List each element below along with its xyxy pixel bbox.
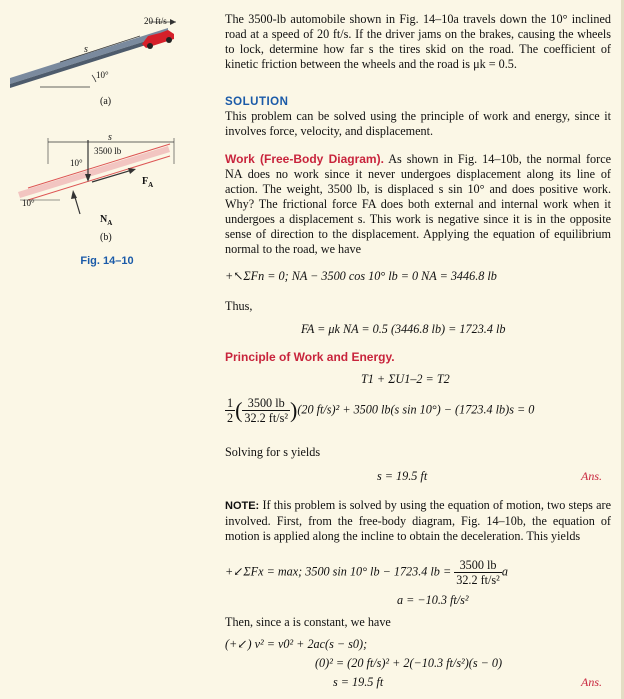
fbd-text: As shown in Fig. 14–10b, the normal force NA does no work since it never undergoes displacement along its line of action. The weight, 3500 lb, is displaced s sin 10° and does positive work. Why? The frictional force FA does both external and internal work when it undergoes a displacement s. This work is negative since it is in the opposite sense of direction to the displacement. Applying the equation of equilibrium normal to the road, we have: [225, 152, 612, 256]
solution-intro: This problem can be solved using the principle of work and energy, since it involves force, velocity, and displacement.: [225, 109, 611, 138]
weight-label: 3500 lb: [94, 146, 122, 156]
note-paragraph: [225, 498, 611, 544]
answer-label-2: Ans.: [581, 675, 602, 689]
angle-label-a: 10°: [96, 70, 109, 80]
angle-label-top: 10°: [70, 158, 83, 168]
friction-equation: FA = μk NA = 0.5 (3446.8 lb) = 1723.4 lb: [301, 322, 506, 336]
speed-label: 20 ft/s: [144, 16, 167, 26]
fbd-heading: Work (Free-Body Diagram).: [225, 152, 384, 166]
solution-heading: SOLUTION: [225, 96, 289, 108]
solving-text: Solving for s yields: [225, 445, 321, 459]
s-label-a: s: [84, 44, 88, 55]
motion-equation: +↙ΣFx = max; 3500 sin 10° lb − 1723.4 lb = $\frac{3500 lb}{\text{32.2 ft/s²}}$ a: [225, 558, 508, 587]
result-equation: s = 19.5 ft: [377, 469, 428, 483]
figure-column: [0, 0, 212, 699]
pwe-heading: Principle of Work and Energy.: [225, 350, 395, 364]
deceleration-equation: a = −10.3 ft/s²: [397, 593, 469, 607]
problem-statement: The 3500-lb automobile shown in Fig. 14–10a travels down the 10° inclined road at a speed of 20 ft/s. If the driver jams on the brakes, causing the wheels to lock, determine how far s the tires skid on the road. The coefficient of kinetic friction between the wheels and the road is μk = 0.5.: [225, 12, 611, 71]
figure-b-label: (b): [100, 232, 112, 243]
answer-label: Ans.: [581, 469, 602, 483]
work-energy-equation: $\frac{1}{2}$ ( $\frac{3500 lb}{\text{32.2 ft/s²}}$ )(20 ft/s)² + 3500 lb(s sin 10°) − (1723.4 lb)s = 0: [227, 396, 535, 425]
force-na-label: $N_A$: [100, 214, 113, 227]
then-text: Then, since a is constant, we have: [225, 615, 391, 629]
substituted-equation: (0)² = (20 ft/s)² + 2(−10.3 ft/s²)(s − 0): [315, 656, 503, 670]
equilibrium-equation: +↖ΣFn = 0; NA − 3500 cos 10° lb = 0 NA = 3446.8 lb: [225, 269, 497, 283]
figure-a-label: (a): [100, 96, 112, 107]
note-text: If this problem is solved by using the equation of motion, two steps are involved. First, from the free-body diagram, Fig. 14–10b, the equation of motion is applied along the incline to obtain the deceleration. This yields: [225, 498, 611, 543]
incline-road: [10, 28, 168, 84]
s-label-b: s: [108, 132, 112, 143]
result-equation-2: s = 19.5 ft: [333, 675, 384, 689]
figure-caption: Fig. 14–10: [80, 255, 134, 267]
note-heading: NOTE:: [225, 500, 260, 512]
angle-label-left: 10°: [22, 198, 35, 208]
force-fa-label: $F_A$: [142, 176, 154, 189]
kinematic-equation: (+↙) v² = v0² + 2ac(s − s0);: [225, 637, 368, 651]
work-energy-principle: T1 + ΣU1–2 = T2: [361, 372, 450, 386]
fbd-paragraph: [225, 152, 611, 257]
thus-label: Thus,: [225, 299, 253, 313]
